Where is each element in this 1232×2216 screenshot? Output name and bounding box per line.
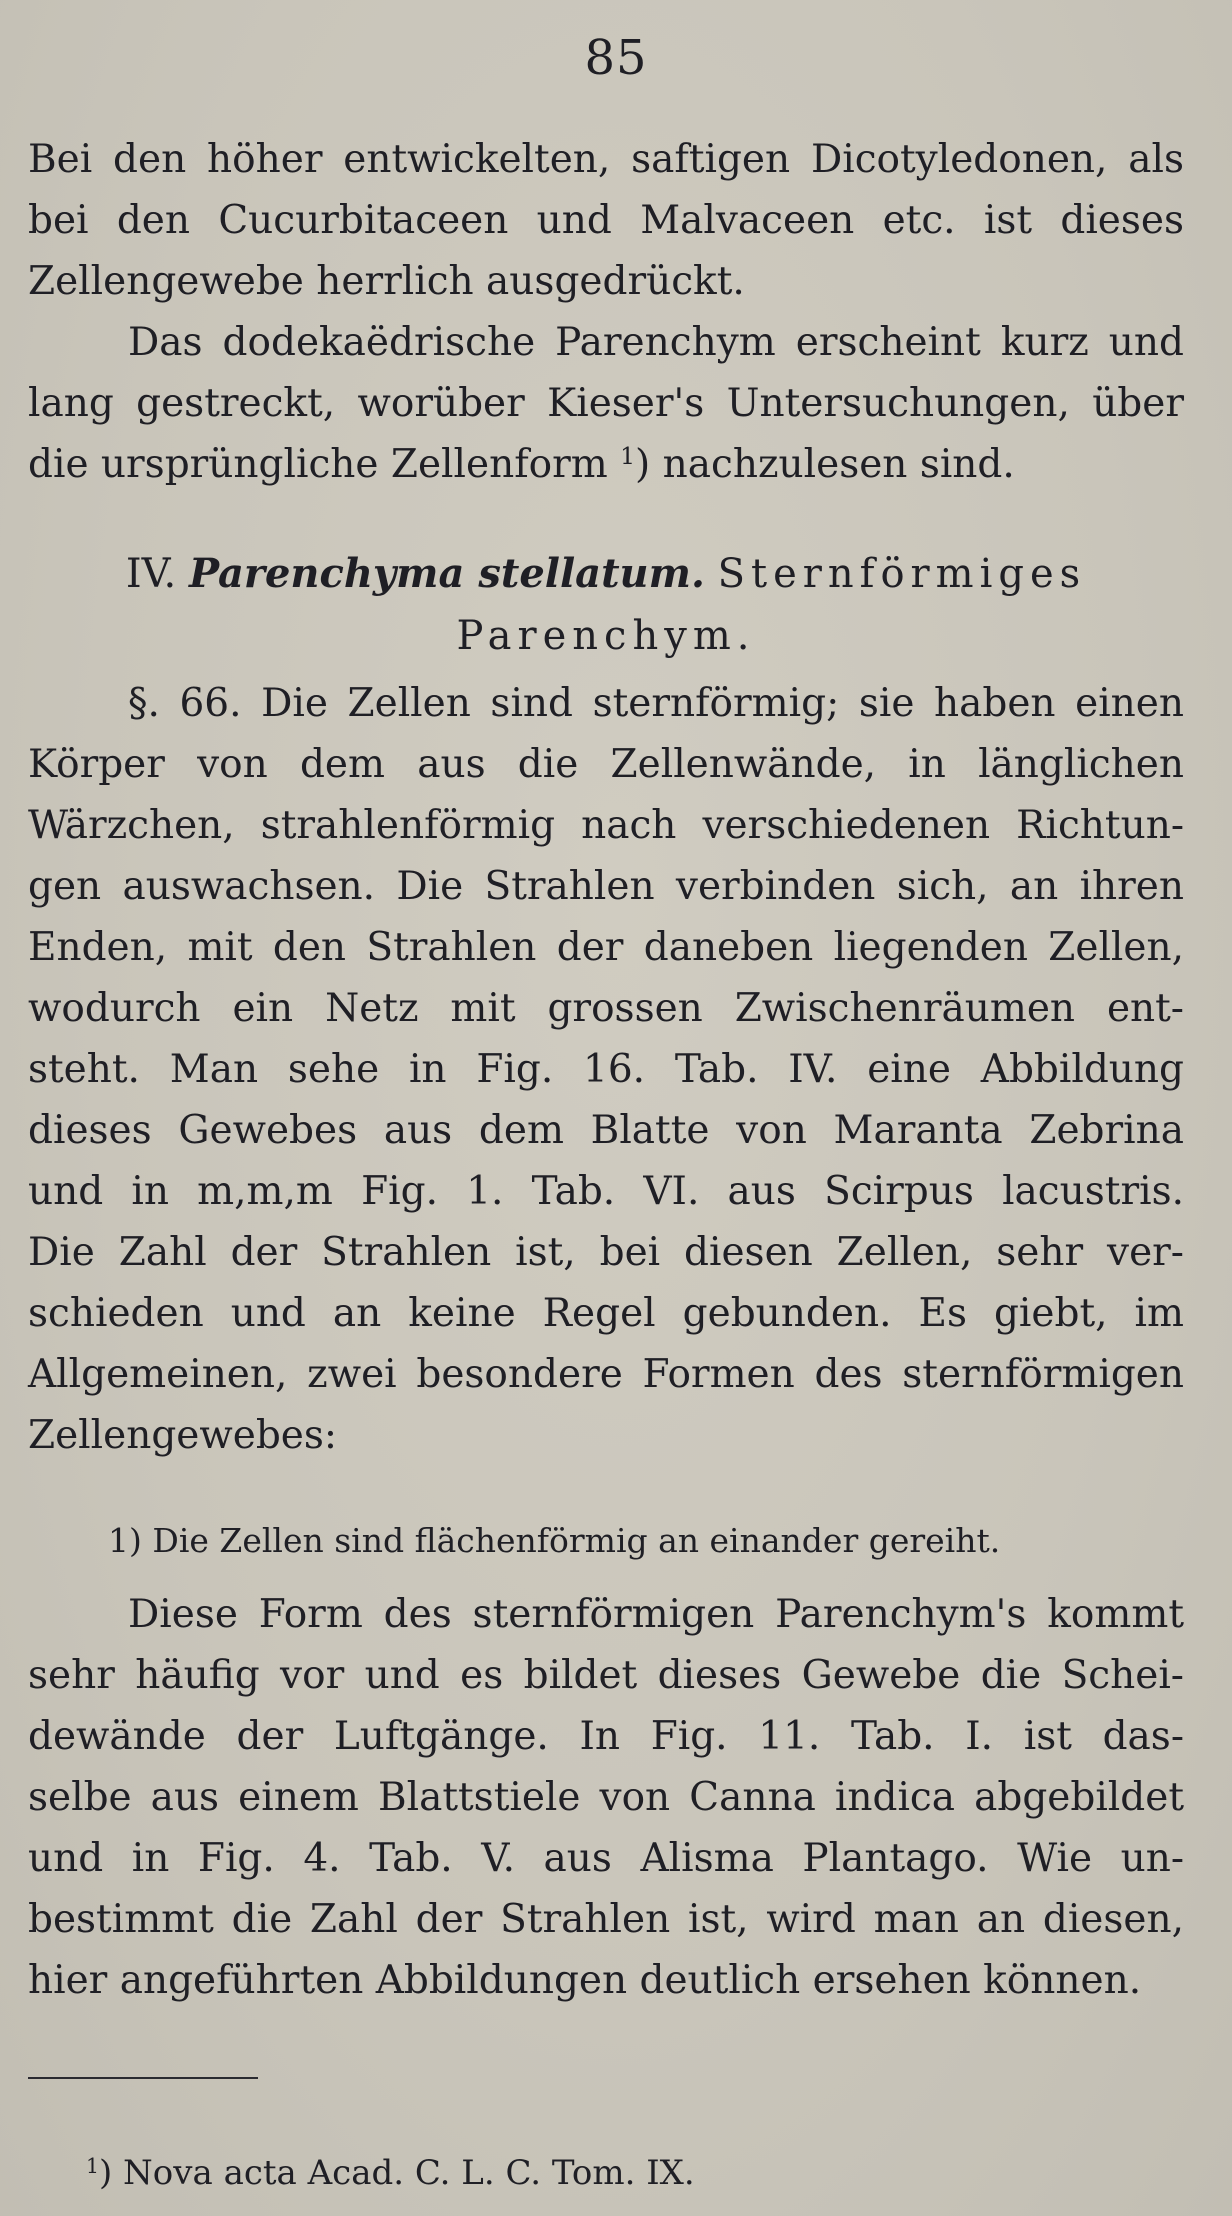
footnote-reference: 1 bbox=[620, 442, 636, 471]
paragraph-4-line-7: hier angeführten Abbildungen deutlich ersehen können. bbox=[28, 1958, 1142, 2003]
paragraph-2-line-3-tail: ) nachzulesen sind. bbox=[635, 442, 1015, 487]
paragraph-1-line-1: Bei den höher entwickelten, saftigen Dicotyledonen, als bbox=[28, 137, 1184, 182]
section-heading-line-1 bbox=[28, 544, 1184, 604]
section-german-title: Sternförmiges bbox=[717, 551, 1087, 597]
paragraph-3-line-1: §. 66. Die Zellen sind sternförmig; sie haben einen bbox=[128, 681, 1184, 726]
paragraph-2-line-2: lang gestreckt, worüber Kieser's Untersuchungen, über bbox=[28, 381, 1184, 426]
paragraph-4-line-2: sehr häufig vor und es bildet dieses Gewebe die Schei- bbox=[28, 1653, 1184, 1698]
paragraph-3-line-6: wodurch ein Netz mit grossen Zwischenräumen ent- bbox=[28, 986, 1184, 1031]
paragraph-1-line-3: Zellengewebe herrlich ausgedrückt. bbox=[28, 259, 745, 304]
section-german-title-continued: Parenchym. bbox=[456, 613, 756, 659]
paragraph-3-line-5: Enden, mit den Strahlen der daneben liegenden Zellen, bbox=[28, 925, 1184, 970]
paragraph-1-line-2: bei den Cucurbitaceen und Malvaceen etc. ist dieses bbox=[28, 198, 1184, 243]
section-number: IV. bbox=[125, 551, 177, 597]
paragraph-3-line-8: dieses Gewebes aus dem Blatte von Maranta Zebrina bbox=[28, 1108, 1184, 1153]
footnote bbox=[86, 2148, 695, 2198]
paragraph-2-line-1: Das dodekaëdrische Parenchym erscheint kurz und bbox=[128, 320, 1184, 365]
paragraph-3-line-4: gen auswachsen. Die Strahlen verbinden sich, an ihren bbox=[28, 864, 1184, 909]
paragraph-4-line-5: und in Fig. 4. Tab. V. aus Alisma Plantago. Wie un- bbox=[28, 1836, 1184, 1881]
paragraph-2-line-3 bbox=[28, 435, 1184, 495]
paragraph-3-line-13: Zellengewebes: bbox=[28, 1413, 338, 1458]
paragraph-3-line-2: Körper von dem aus die Zellenwände, in länglichen bbox=[28, 742, 1184, 787]
paragraph-2-line-3-text: die ursprüngliche Zellenform bbox=[28, 442, 621, 487]
section-latin-title: Parenchyma stellatum. bbox=[188, 550, 705, 597]
paragraph-3-line-12: Allgemeinen, zwei besondere Formen des sternförmigen bbox=[28, 1352, 1184, 1397]
paragraph-3-line-3: Wärzchen, strahlenförmig nach verschiedenen Richtun- bbox=[28, 803, 1184, 848]
paragraph-3-line-7: steht. Man sehe in Fig. 16. Tab. IV. eine Abbildung bbox=[28, 1047, 1184, 1092]
numbered-item-1: 1) Die Zellen sind flächenförmig an einander gereiht. bbox=[108, 1521, 1001, 1560]
paragraph-4-line-4: selbe aus einem Blattstiele von Canna indica abgebildet bbox=[28, 1775, 1184, 1820]
paragraph-3-line-9: und in m,m,m Fig. 1. Tab. VI. aus Scirpus lacustris. bbox=[28, 1169, 1184, 1214]
paragraph-4-line-3: dewände der Luftgänge. In Fig. 11. Tab. I. ist das- bbox=[28, 1714, 1184, 1759]
paragraph-3-line-10: Die Zahl der Strahlen ist, bei diesen Zellen, sehr ver- bbox=[28, 1230, 1184, 1275]
paragraph-3-line-11: schieden und an keine Regel gebunden. Es giebt, im bbox=[28, 1291, 1184, 1336]
footnote-divider bbox=[28, 2077, 258, 2079]
footnote-text: ) Nova acta Acad. C. L. C. Tom. IX. bbox=[98, 2153, 695, 2193]
paragraph-4-line-1: Diese Form des sternförmigen Parenchym's kommt bbox=[128, 1592, 1184, 1637]
paragraph-4-line-6: bestimmt die Zahl der Strahlen ist, wird man an diesen, bbox=[28, 1897, 1184, 1942]
section-heading-line-2 bbox=[28, 606, 1184, 666]
page-number: 85 bbox=[584, 30, 648, 86]
footnote-marker: 1 bbox=[86, 2153, 99, 2178]
